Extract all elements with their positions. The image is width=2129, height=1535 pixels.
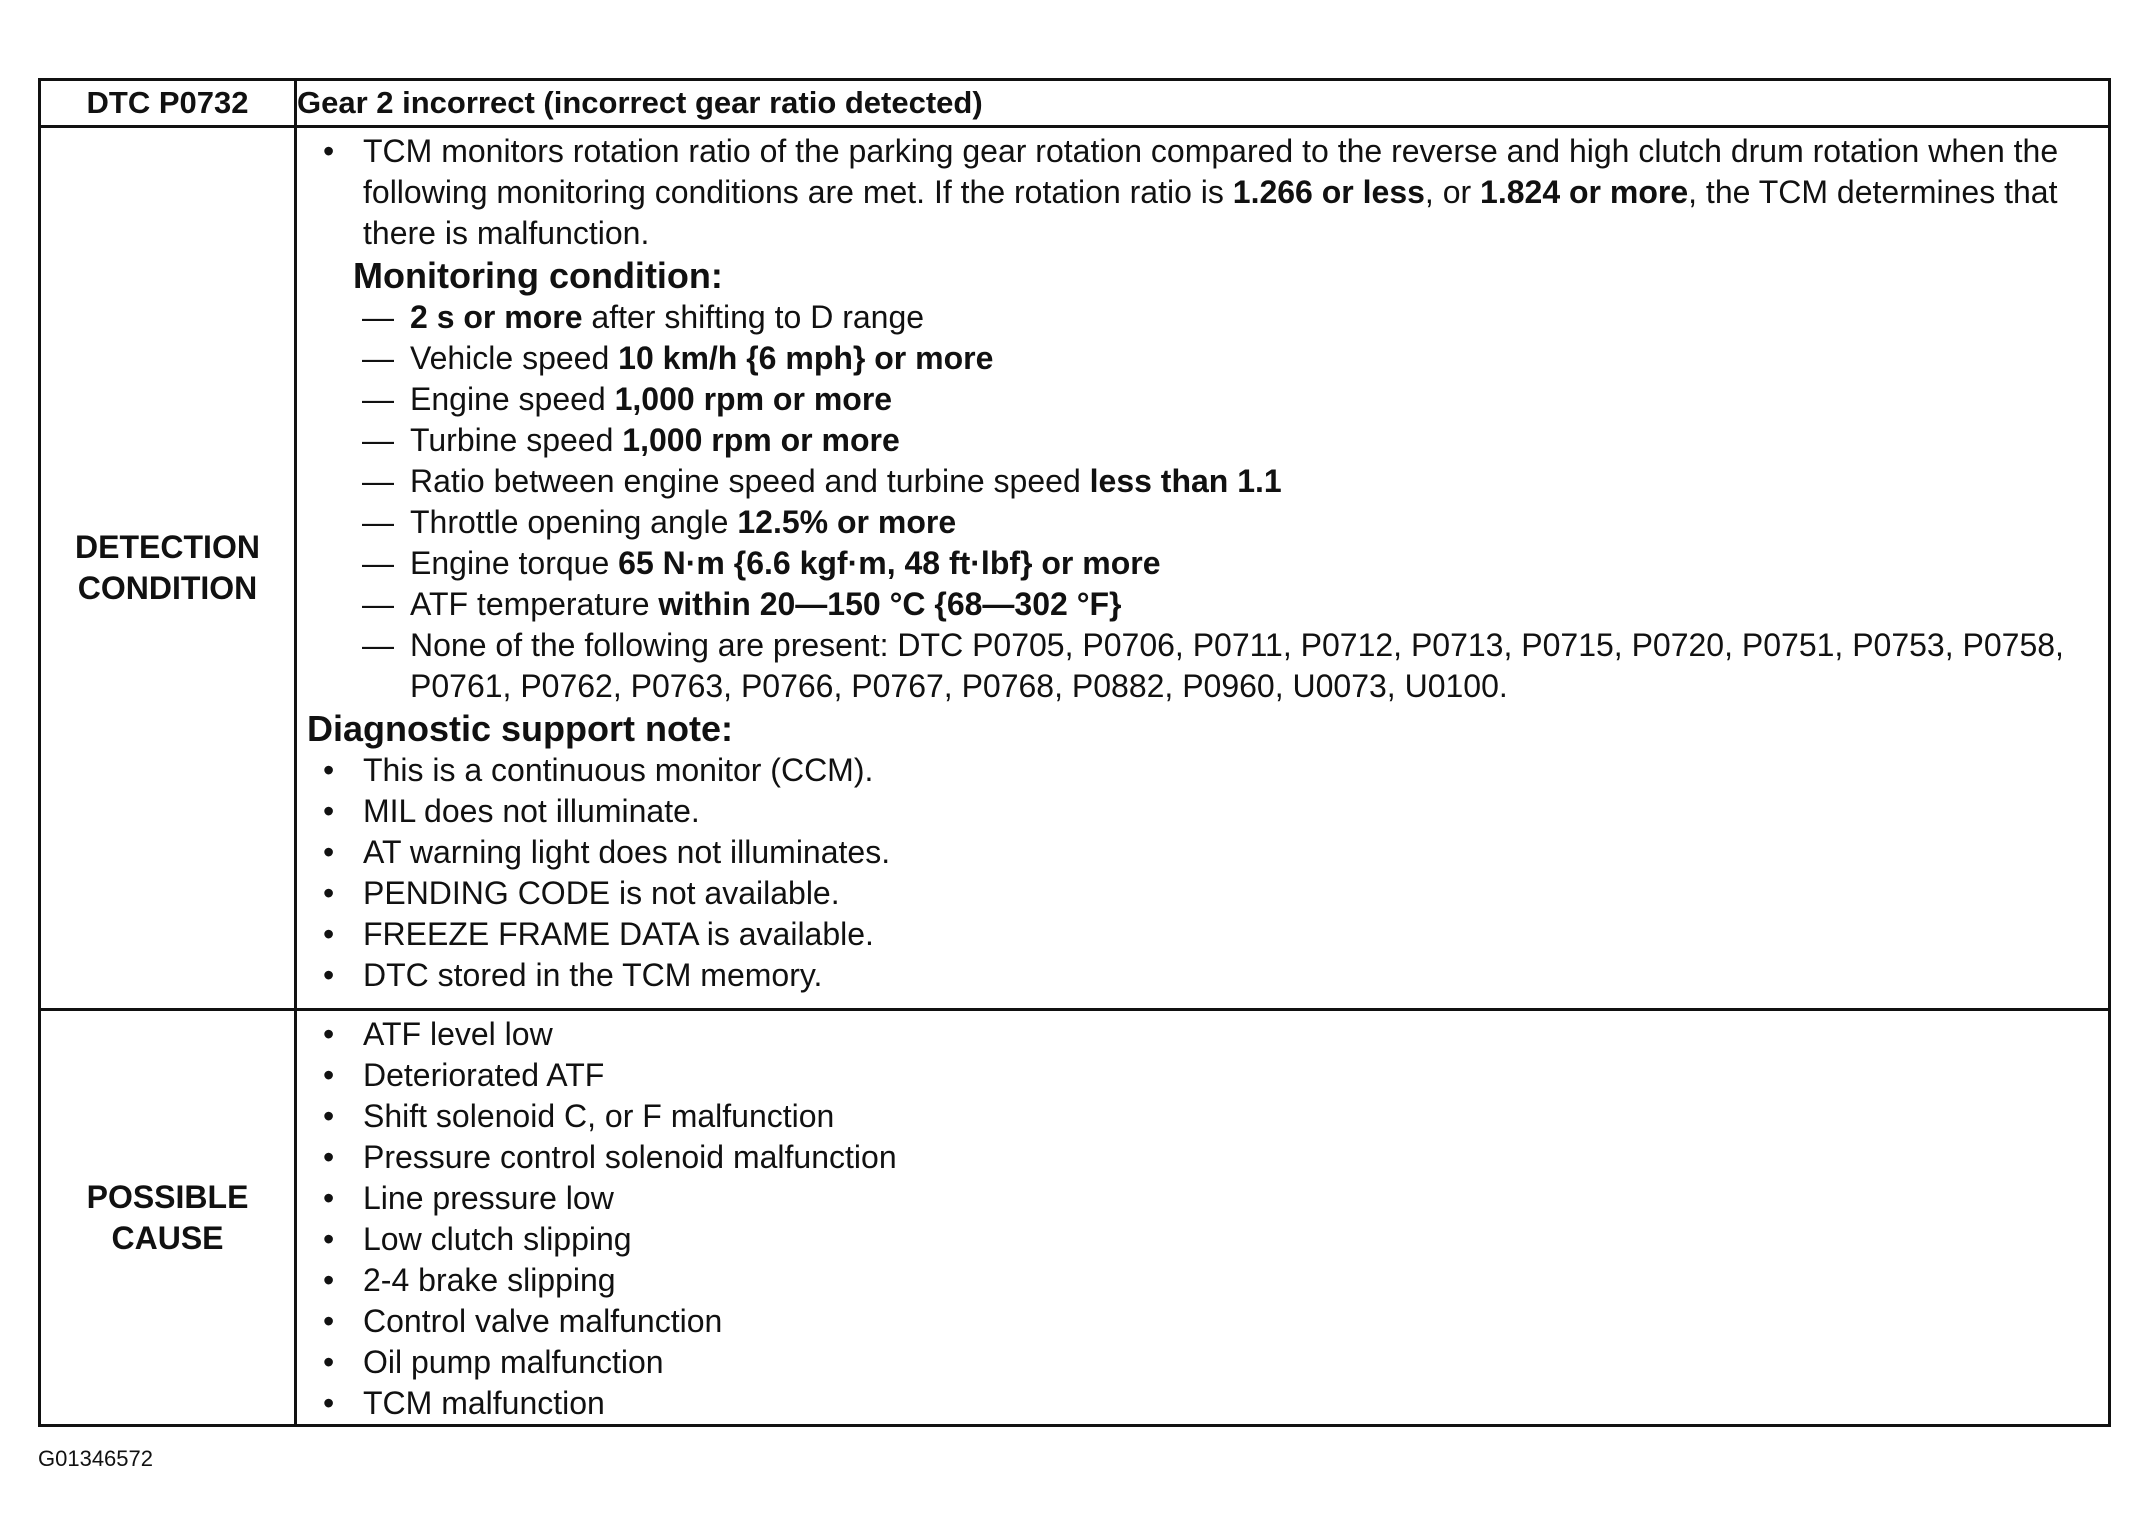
bullet-icon: •: [323, 1303, 335, 1339]
support-heading: Diagnostic support note:: [307, 708, 733, 749]
detection-label: [40, 127, 296, 1010]
condition-item: — ATF temperature within 20—150 °C {68—302 °F}: [307, 584, 2098, 625]
detection-row: [40, 127, 2110, 1010]
bullet-icon: •: [323, 1180, 335, 1216]
monitoring-heading: Monitoring condition:: [353, 255, 723, 296]
figure-id: G01346572: [38, 1446, 153, 1471]
bullet-icon: •: [323, 1221, 335, 1257]
bullet-icon: •: [323, 793, 335, 829]
bullet-icon: •: [323, 957, 335, 993]
cause-item: • TCM malfunction: [307, 1383, 2098, 1424]
condition-item: — None of the following are present: DTC P0705, P0706, P0711, P0712, P0713, P0715, P0720, P0751, P0753, P0758, P0761, P0762, P0763, P0766, P0767, P0768, P0882, P0960, U0073, U0100.: [362, 627, 2064, 704]
bullet-icon: •: [323, 875, 335, 911]
dtc-title: Gear 2 incorrect (incorrect gear ratio detected): [296, 80, 2110, 127]
cause-item: • Control valve malfunction: [307, 1301, 2098, 1342]
bullet-icon: •: [323, 1139, 335, 1175]
detection-label-line2: CONDITION: [77, 570, 258, 606]
cause-item: • Deteriorated ATF: [307, 1055, 2098, 1096]
cause-item: • ATF level low: [307, 1014, 2098, 1055]
monitoring-conditions: [307, 297, 2098, 707]
dash-icon: —: [362, 299, 394, 335]
note-item: • MIL does not illuminate.: [307, 791, 2098, 832]
note-item: • PENDING CODE is not available.: [307, 873, 2098, 914]
cause-item: • Shift solenoid C, or F malfunction: [307, 1096, 2098, 1137]
bullet-icon: •: [323, 1385, 335, 1421]
bullet-icon: •: [323, 1098, 335, 1134]
dtc-code: DTC P0732: [40, 80, 296, 127]
bullet-icon: •: [323, 1016, 335, 1052]
condition-item: — Throttle opening angle 12.5% or more: [307, 502, 2098, 543]
possible-cause-label-line2: CAUSE: [111, 1219, 224, 1256]
cause-item: • Line pressure low: [307, 1178, 2098, 1219]
possible-cause-label-line1: POSSIBLE: [86, 1178, 249, 1215]
bullet-icon: •: [323, 1057, 335, 1093]
condition-item: — Engine torque 65 N·m {6.6 kgf·m, 48 ft·lbf} or more: [307, 543, 2098, 584]
bullet-icon: •: [323, 834, 335, 870]
possible-cause-row: [40, 1010, 2110, 1426]
dash-icon: —: [362, 463, 394, 499]
note-item: • This is a continuous monitor (CCM).: [307, 750, 2098, 791]
condition-item: — Turbine speed 1,000 rpm or more: [307, 420, 2098, 461]
possible-cause-label: [40, 1010, 296, 1426]
cause-item: • Oil pump malfunction: [307, 1342, 2098, 1383]
condition-item: — Engine speed 1,000 rpm or more: [307, 379, 2098, 420]
dash-icon: —: [362, 627, 394, 663]
bullet-icon: •: [323, 1262, 335, 1298]
dash-icon: —: [362, 545, 394, 581]
dash-icon: —: [362, 586, 394, 622]
note-item: • FREEZE FRAME DATA is available.: [307, 914, 2098, 955]
note-item: • DTC stored in the TCM memory.: [307, 955, 2098, 996]
header-row: [40, 80, 2110, 127]
dash-icon: —: [362, 340, 394, 376]
detection-intro: • TCM monitors rotation ratio of the parking gear rotation compared to the reverse and high clutch drum rotation when the following monitoring conditions are met. If the rotation ratio is 1.266 or less, or 1.824 or more, the TCM determines that there is malfunction.: [323, 133, 2059, 251]
dtc-table: [38, 78, 2111, 1427]
bullet-icon: •: [323, 133, 335, 169]
dash-icon: —: [362, 381, 394, 417]
note-item: • AT warning light does not illuminates.: [307, 832, 2098, 873]
bullet-icon: •: [323, 916, 335, 952]
cause-item: • Low clutch slipping: [307, 1219, 2098, 1260]
bullet-icon: •: [323, 1344, 335, 1380]
condition-item: — Vehicle speed 10 km/h {6 mph} or more: [307, 338, 2098, 379]
cause-item: • 2-4 brake slipping: [307, 1260, 2098, 1301]
dash-icon: —: [362, 422, 394, 458]
bullet-icon: •: [323, 752, 335, 788]
dash-icon: —: [362, 504, 394, 540]
condition-item: — 2 s or more after shifting to D range: [307, 297, 2098, 338]
detection-label-line1: DETECTION: [75, 529, 260, 565]
cause-item: • Pressure control solenoid malfunction: [307, 1137, 2098, 1178]
detection-content: [296, 127, 2110, 1010]
possible-cause-content: [296, 1010, 2110, 1426]
condition-item: — Ratio between engine speed and turbine speed less than 1.1: [307, 461, 2098, 502]
support-notes: [307, 750, 2098, 996]
